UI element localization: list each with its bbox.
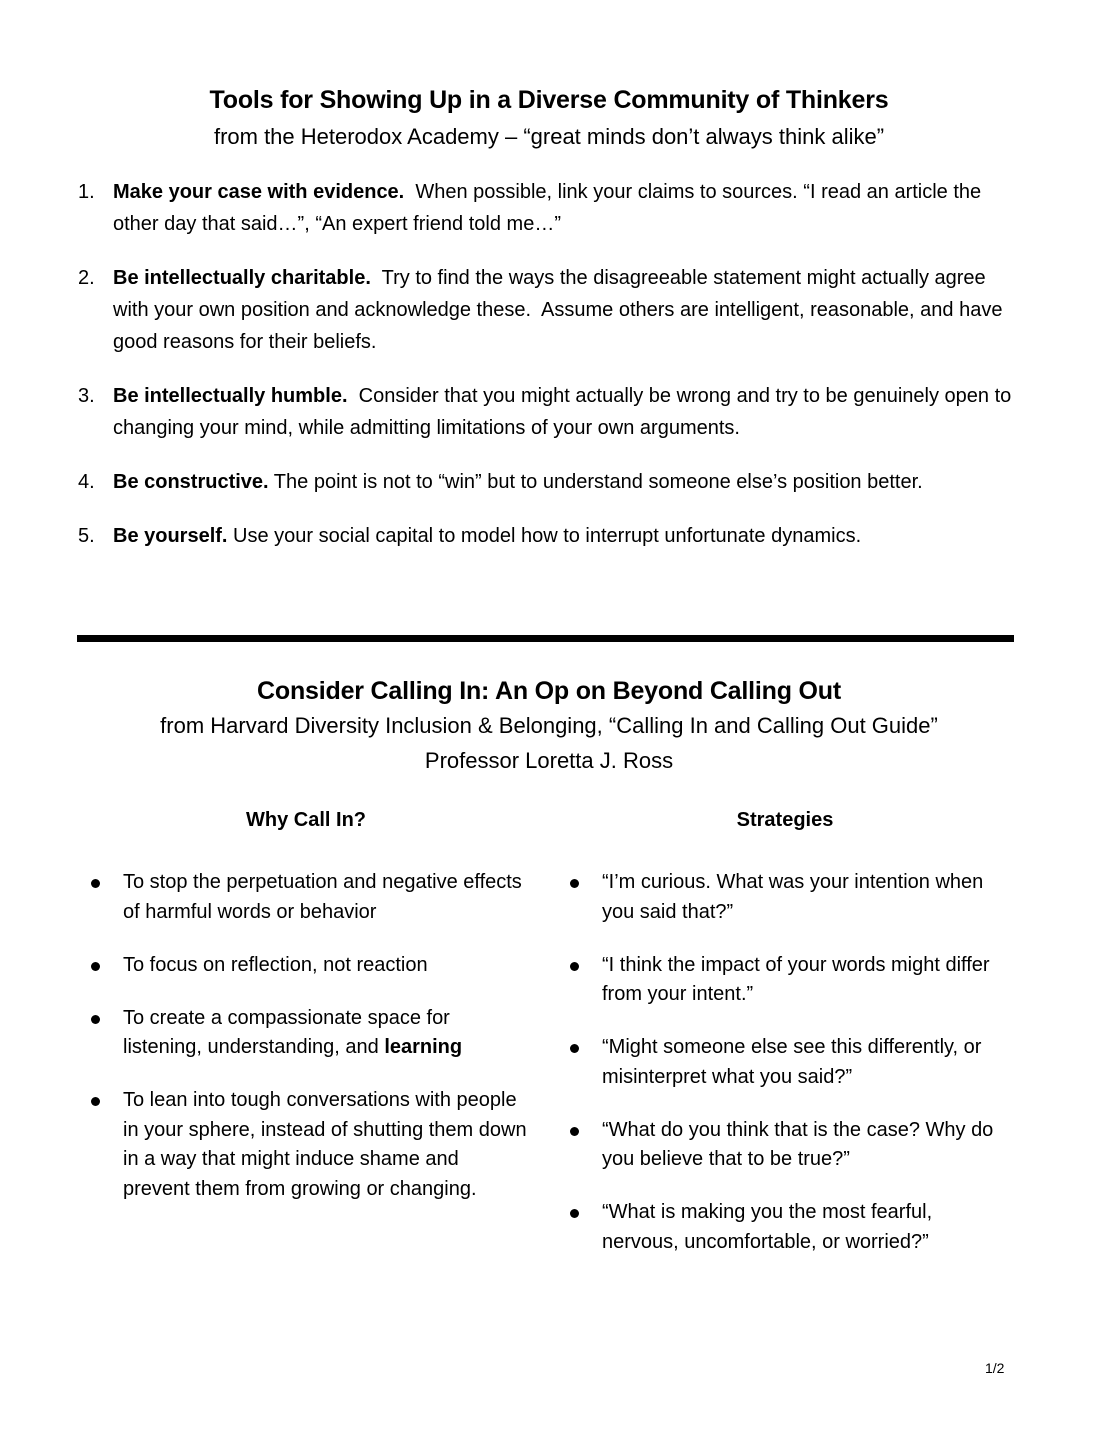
bullet-icon [570,879,579,888]
item-number: 4. [78,471,95,493]
section2-author: Professor Loretta J. Ross [424,748,674,773]
item-heading: Be intellectually humble. [113,385,348,407]
item-emphasis: learning [384,1036,463,1058]
bullet-icon [91,962,100,971]
list-item [88,951,528,981]
section1-subtitle: from the Heterodox Academy – “great minds don’t always think alike” [213,124,885,149]
list-item [78,176,1018,240]
section-divider [77,635,1014,642]
item-heading: Be yourself. [113,525,228,547]
tools-list [78,176,1018,574]
list-item [567,951,1007,1010]
item-number: 5. [78,525,95,547]
list-item [567,1033,1007,1092]
item-text: Consider that you might actually be wrong and try to be genuinely open to changing your mind, while admitting limitations of your own arguments. [113,385,1017,439]
bullet-icon [570,1127,579,1136]
bullet-icon [91,879,100,888]
section1-title: Tools for Showing Up in a Diverse Community of Thinkers [209,86,889,114]
item-text: “What do you think that is the case? Why do you believe that to be true?” [602,1118,994,1170]
section2-title: Consider Calling In: An Op on Beyond Calling Out [257,677,841,705]
list-item [567,868,1007,927]
list-item [567,1198,1007,1257]
strategies-heading: Strategies [736,809,834,831]
item-number: 1. [78,181,95,203]
item-text: Use your social capital to model how to interrupt unfortunate dynamics. [227,525,862,547]
why-call-in-list [88,868,528,1228]
item-text: The point is not to “win” but to understand someone else’s position better. [268,471,923,493]
item-text: To focus on reflection, not reaction [123,953,428,976]
item-heading: Be intellectually charitable. [113,267,371,289]
item-text: Try to find the ways the disagreeable statement might actually agree with your own position and acknowledge these. Assume others are intelligent, reasonable, and have good reasons for their beliefs. [113,267,1009,353]
item-text: To create a compassionate space for listening, understanding, and [123,1006,456,1058]
list-item [78,466,1018,498]
item-heading: Make your case with evidence. [113,181,405,203]
item-text: “I’m curious. What was your intention when you said that?” [602,871,984,923]
item-number: 3. [78,385,95,407]
item-text: “Might someone else see this differently, or misinterpret what you said?” [602,1036,982,1088]
why-call-in-heading: Why Call In? [246,809,366,831]
item-text: When possible, link your claims to sources. “I read an article the other day that said…”, “An expert friend told me…” [113,181,987,235]
list-item [78,262,1018,358]
item-text: “What is making you the most fearful, nervous, uncomfortable, or worried?” [602,1201,933,1253]
bullet-icon [570,1044,579,1053]
strategies-list [567,868,1007,1281]
page-number: 1/2 [985,1360,1005,1376]
item-number: 2. [78,267,95,289]
item-heading: Be constructive. [113,471,269,493]
list-item [567,1116,1007,1175]
item-text: To lean into tough conversations with people in your sphere, instead of shutting them down in a way that might induce shame and prevent them from growing or changing. [123,1089,527,1200]
item-text: To stop the perpetuation and negative effects of harmful words or behavior [123,871,522,923]
bullet-icon [91,1015,100,1024]
list-item [78,380,1018,444]
bullet-icon [570,962,579,971]
section2-subtitle: from Harvard Diversity Inclusion & Belonging, “Calling In and Calling Out Guide” [160,713,938,738]
list-item [88,1004,528,1063]
bullet-icon [570,1209,579,1218]
list-item [78,520,1018,552]
list-item [88,1086,528,1204]
item-text: “I think the impact of your words might differ from your intent.” [602,953,990,1005]
bullet-icon [91,1097,100,1106]
list-item [88,868,528,927]
